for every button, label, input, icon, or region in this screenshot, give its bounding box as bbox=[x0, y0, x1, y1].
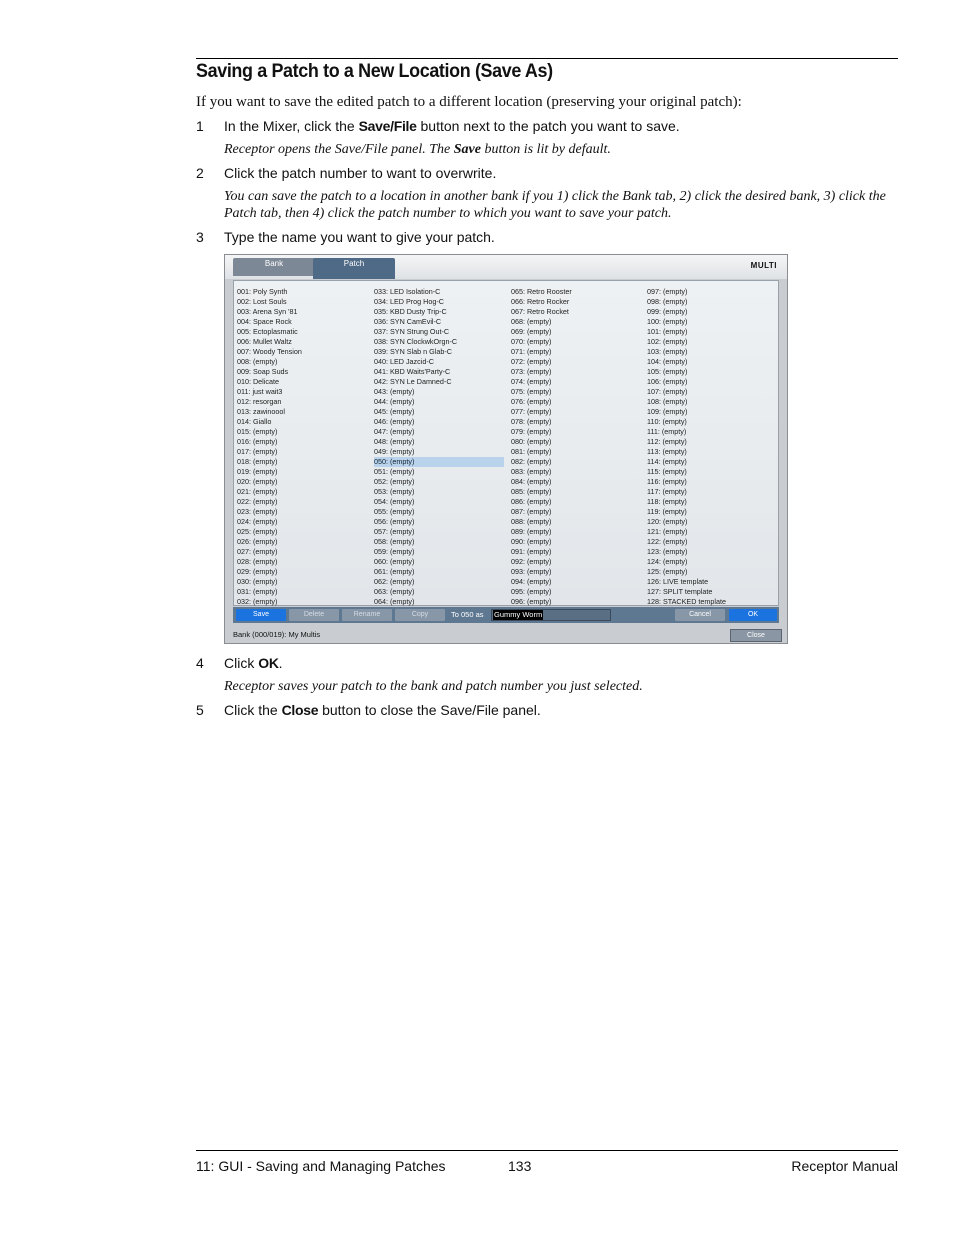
step-number: 1 bbox=[196, 118, 204, 134]
patch-row[interactable]: 100: (empty) bbox=[647, 317, 688, 326]
patch-row[interactable]: 012: resorgan bbox=[237, 397, 282, 406]
patch-row[interactable]: 125: (empty) bbox=[647, 567, 688, 576]
save-file-term: Save/File bbox=[358, 118, 417, 134]
patch-row[interactable]: 044: (empty) bbox=[374, 397, 415, 406]
patch-row[interactable]: 098: (empty) bbox=[647, 297, 688, 306]
rename-button[interactable]: Rename bbox=[342, 609, 392, 621]
patch-row[interactable]: 112: (empty) bbox=[647, 437, 687, 446]
delete-button[interactable]: Delete bbox=[289, 609, 339, 621]
patch-row[interactable]: 034: LED Prog Hog-C bbox=[374, 297, 444, 306]
section-heading: Saving a Patch to a New Location (Save As) bbox=[196, 60, 553, 82]
patch-row-selected[interactable]: 050: (empty) bbox=[374, 457, 504, 467]
patch-row[interactable]: 024: (empty) bbox=[237, 517, 278, 526]
patch-row[interactable]: 018: (empty) bbox=[237, 457, 278, 466]
close-button[interactable]: Close bbox=[730, 629, 782, 642]
mode-label: MULTI bbox=[750, 261, 777, 270]
patch-row[interactable]: 076: (empty) bbox=[511, 397, 552, 406]
patch-row[interactable]: 005: Ectoplasmatic bbox=[237, 327, 298, 336]
patch-row[interactable]: 085: (empty) bbox=[511, 487, 552, 496]
patch-row[interactable]: 006: Mullet Waltz bbox=[237, 337, 292, 346]
patch-row[interactable]: 097: (empty) bbox=[647, 287, 688, 296]
step-text: Click the Close button to close the Save/File panel. bbox=[224, 702, 541, 718]
patch-row[interactable]: 099: (empty) bbox=[647, 307, 688, 316]
patch-row[interactable]: 083: (empty) bbox=[511, 467, 552, 476]
patch-row[interactable]: 111: (empty) bbox=[647, 427, 687, 436]
patch-row[interactable]: 082: (empty) bbox=[511, 457, 552, 466]
patch-row[interactable]: 023: (empty) bbox=[237, 507, 278, 516]
patch-row[interactable]: 028: (empty) bbox=[237, 557, 278, 566]
patch-row[interactable]: 116: (empty) bbox=[647, 477, 687, 486]
patch-row[interactable]: 065: Retro Rooster bbox=[511, 287, 572, 296]
save-target-label: To 050 as bbox=[451, 610, 484, 619]
step-number: 2 bbox=[196, 165, 204, 181]
patch-row[interactable]: 061: (empty) bbox=[374, 567, 415, 576]
step-number: 3 bbox=[196, 229, 204, 245]
patch-row[interactable]: 029: (empty) bbox=[237, 567, 278, 576]
cancel-button[interactable]: Cancel bbox=[675, 609, 725, 621]
patch-row[interactable]: 107: (empty) bbox=[647, 387, 688, 396]
patch-row[interactable]: 025: (empty) bbox=[237, 527, 278, 536]
patch-row[interactable]: 032: (empty) bbox=[237, 597, 278, 606]
patch-row[interactable]: 038: SYN ClockwkOrgn-C bbox=[374, 337, 458, 346]
patch-row[interactable]: 057: (empty) bbox=[374, 527, 415, 536]
step-text: Click the patch number to want to overwrite. bbox=[224, 165, 497, 181]
patch-row[interactable]: 094: (empty) bbox=[511, 577, 552, 586]
patch-name-input[interactable] bbox=[491, 609, 611, 621]
patch-row[interactable]: 058: (empty) bbox=[374, 537, 415, 546]
tab-bank[interactable]: Bank bbox=[233, 258, 315, 276]
patch-row[interactable]: 030: (empty) bbox=[237, 577, 278, 586]
patch-list bbox=[233, 280, 779, 606]
patch-row[interactable]: 090: (empty) bbox=[511, 537, 552, 546]
patch-row[interactable]: 054: (empty) bbox=[374, 497, 415, 506]
save-button[interactable]: Save bbox=[236, 609, 286, 621]
copy-button[interactable]: Copy bbox=[395, 609, 445, 621]
patch-row[interactable]: 121: (empty) bbox=[647, 527, 688, 536]
patch-row[interactable]: 013: zawinoool bbox=[237, 407, 285, 416]
patch-row[interactable]: 120: (empty) bbox=[647, 517, 688, 526]
patch-row[interactable]: 115: (empty) bbox=[647, 467, 687, 476]
patch-row[interactable]: 071: (empty) bbox=[511, 347, 552, 356]
step-number: 4 bbox=[196, 655, 204, 671]
patch-row[interactable]: 088: (empty) bbox=[511, 517, 552, 526]
patch-row[interactable]: 021: (empty) bbox=[237, 487, 278, 496]
patch-row[interactable]: 087: (empty) bbox=[511, 507, 552, 516]
patch-row[interactable]: 072: (empty) bbox=[511, 357, 552, 366]
patch-row[interactable]: 109: (empty) bbox=[647, 407, 688, 416]
patch-row[interactable]: 009: Soap Suds bbox=[237, 367, 289, 376]
patch-row[interactable]: 075: (empty) bbox=[511, 387, 552, 396]
patch-row[interactable]: 019: (empty) bbox=[237, 467, 278, 476]
patch-row[interactable]: 052: (empty) bbox=[374, 477, 415, 486]
patch-row[interactable]: 068: (empty) bbox=[511, 317, 552, 326]
patch-row[interactable]: 079: (empty) bbox=[511, 427, 552, 436]
patch-row[interactable]: 033: LED Isolation-C bbox=[374, 287, 441, 296]
patch-row[interactable]: 053: (empty) bbox=[374, 487, 415, 496]
patch-row[interactable]: 042: SYN Le Damned-C bbox=[374, 377, 452, 386]
patch-row[interactable]: 073: (empty) bbox=[511, 367, 552, 376]
patch-row[interactable]: 127: SPLIT template bbox=[647, 587, 713, 596]
step-number: 5 bbox=[196, 702, 204, 718]
patch-row[interactable]: 063: (empty) bbox=[374, 587, 415, 596]
patch-row[interactable]: 067: Retro Rocket bbox=[511, 307, 569, 316]
patch-row[interactable]: 093: (empty) bbox=[511, 567, 552, 576]
patch-row[interactable]: 086: (empty) bbox=[511, 497, 552, 506]
patch-row[interactable]: 105: (empty) bbox=[647, 367, 688, 376]
save-file-panel bbox=[224, 254, 788, 644]
patch-row[interactable]: 102: (empty) bbox=[647, 337, 688, 346]
patch-row[interactable]: 016: (empty) bbox=[237, 437, 278, 446]
patch-row[interactable]: 081: (empty) bbox=[511, 447, 552, 456]
panel-button-bar bbox=[233, 607, 779, 623]
patch-row[interactable]: 027: (empty) bbox=[237, 547, 278, 556]
bank-status: Bank (000/019): My Multis bbox=[233, 630, 321, 639]
patch-row[interactable]: 055: (empty) bbox=[374, 507, 415, 516]
step-text: Type the name you want to give your patch. bbox=[224, 229, 495, 245]
step-text: In the Mixer, click the Save/File button next to the patch you want to save. bbox=[224, 118, 680, 134]
patch-row[interactable]: 122: (empty) bbox=[647, 537, 688, 546]
patch-row[interactable]: 056: (empty) bbox=[374, 517, 415, 526]
ok-term: OK bbox=[258, 655, 279, 671]
patch-row[interactable]: 049: (empty) bbox=[374, 447, 415, 456]
patch-row[interactable]: 010: Delicate bbox=[237, 377, 279, 386]
patch-row[interactable]: 084: (empty) bbox=[511, 477, 552, 486]
step-text: Click OK. bbox=[224, 655, 283, 671]
patch-row[interactable]: 069: (empty) bbox=[511, 327, 552, 336]
patch-row[interactable]: 124: (empty) bbox=[647, 557, 688, 566]
patch-row[interactable]: 036: SYN CamEvil-C bbox=[374, 317, 442, 326]
patch-row[interactable]: 008: (empty) bbox=[237, 357, 278, 366]
patch-row[interactable]: 064: (empty) bbox=[374, 597, 415, 606]
footer-chapter: 11: GUI - Saving and Managing Patches bbox=[196, 1158, 446, 1174]
patch-row[interactable]: 037: SYN Strung Out-C bbox=[374, 327, 450, 336]
footer-manual-title: Receptor Manual bbox=[791, 1158, 898, 1174]
patch-row[interactable]: 062: (empty) bbox=[374, 577, 415, 586]
patch-column-2 bbox=[374, 287, 506, 607]
patch-name-value: Gummy Worm bbox=[494, 610, 543, 619]
patch-row[interactable]: 015: (empty) bbox=[237, 427, 278, 436]
patch-row[interactable]: 103: (empty) bbox=[647, 347, 688, 356]
patch-row[interactable]: 118: (empty) bbox=[647, 497, 687, 506]
patch-row[interactable]: 066: Retro Rocker bbox=[511, 297, 570, 306]
patch-row[interactable]: 017: (empty) bbox=[237, 447, 278, 456]
patch-row[interactable]: 070: (empty) bbox=[511, 337, 552, 346]
patch-row[interactable]: 051: (empty) bbox=[374, 467, 415, 476]
patch-row[interactable]: 119: (empty) bbox=[647, 507, 687, 516]
patch-row[interactable]: 020: (empty) bbox=[237, 477, 278, 486]
patch-row[interactable]: 041: KBD Waits'Party-C bbox=[374, 367, 451, 376]
patch-row[interactable]: 095: (empty) bbox=[511, 587, 552, 596]
panel-status-bar bbox=[225, 627, 787, 643]
footer-page-number: 133 bbox=[508, 1158, 532, 1174]
close-term: Close bbox=[281, 702, 319, 718]
panel-tab-bar bbox=[225, 255, 787, 279]
patch-row[interactable]: 022: (empty) bbox=[237, 497, 278, 506]
patch-row[interactable]: 035: KBD Dusty Trip-C bbox=[374, 307, 447, 316]
patch-row[interactable]: 077: (empty) bbox=[511, 407, 552, 416]
ok-button[interactable]: OK bbox=[729, 609, 777, 621]
patch-row[interactable]: 078: (empty) bbox=[511, 417, 552, 426]
patch-row[interactable]: 047: (empty) bbox=[374, 427, 415, 436]
step-4-note: Receptor saves your patch to the bank and patch number you just selected. bbox=[224, 679, 643, 694]
bottom-rule bbox=[196, 1150, 898, 1151]
patch-row[interactable]: 045: (empty) bbox=[374, 407, 415, 416]
patch-row[interactable]: 101: (empty) bbox=[647, 327, 688, 336]
patch-row[interactable]: 002: Lost Souls bbox=[237, 297, 287, 306]
patch-row[interactable]: 059: (empty) bbox=[374, 547, 415, 556]
patch-row[interactable]: 040: LED Jazcid-C bbox=[374, 357, 434, 366]
patch-row[interactable]: 104: (empty) bbox=[647, 357, 688, 366]
patch-row[interactable]: 106: (empty) bbox=[647, 377, 688, 386]
step-1-note: Receptor opens the Save/File panel. The Save button is lit by default. bbox=[224, 142, 611, 157]
patch-row[interactable]: 092: (empty) bbox=[511, 557, 552, 566]
patch-row[interactable]: 126: LIVE template bbox=[647, 577, 709, 586]
patch-row[interactable]: 091: (empty) bbox=[511, 547, 552, 556]
patch-row[interactable]: 046: (empty) bbox=[374, 417, 415, 426]
patch-column-4 bbox=[647, 287, 779, 607]
patch-row[interactable]: 060: (empty) bbox=[374, 557, 415, 566]
patch-row[interactable]: 004: Space Rock bbox=[237, 317, 292, 326]
patch-column-3 bbox=[511, 287, 643, 607]
tab-patch[interactable]: Patch bbox=[313, 258, 395, 279]
patch-row[interactable]: 113: (empty) bbox=[647, 447, 687, 456]
patch-row[interactable]: 001: Poly Synth bbox=[237, 287, 288, 296]
patch-row[interactable]: 114: (empty) bbox=[647, 457, 687, 466]
step-2-note: You can save the patch to a location in another bank if you 1) click the Bank tab, 2) click the desired bank, 3) click the Patch tab, then 4) click the patch number to which you want to save your patch. bbox=[224, 189, 886, 221]
patch-row[interactable]: 031: (empty) bbox=[237, 587, 278, 596]
patch-row[interactable]: 128: STACKED template bbox=[647, 597, 726, 606]
patch-row[interactable]: 110: (empty) bbox=[647, 417, 687, 426]
patch-row[interactable]: 039: SYN Slab n Glab-C bbox=[374, 347, 452, 356]
patch-row[interactable]: 043: (empty) bbox=[374, 387, 415, 396]
intro-paragraph: If you want to save the edited patch to a different location (preserving your original patch): bbox=[196, 94, 742, 110]
patch-row[interactable]: 074: (empty) bbox=[511, 377, 552, 386]
patch-row[interactable]: 014: Giallo bbox=[237, 417, 272, 426]
patch-column-1 bbox=[237, 287, 369, 607]
patch-row[interactable]: 096: (empty) bbox=[511, 597, 552, 606]
patch-row[interactable]: 080: (empty) bbox=[511, 437, 552, 446]
patch-row[interactable]: 108: (empty) bbox=[647, 397, 688, 406]
patch-row[interactable]: 123: (empty) bbox=[647, 547, 688, 556]
patch-row[interactable]: 026: (empty) bbox=[237, 537, 278, 546]
patch-row[interactable]: 011: just wait3 bbox=[237, 387, 283, 396]
patch-row[interactable]: 007: Woody Tension bbox=[237, 347, 302, 356]
patch-row[interactable]: 089: (empty) bbox=[511, 527, 552, 536]
patch-row[interactable]: 003: Arena Syn '81 bbox=[237, 307, 298, 316]
patch-row[interactable]: 117: (empty) bbox=[647, 487, 687, 496]
patch-row[interactable]: 048: (empty) bbox=[374, 437, 415, 446]
